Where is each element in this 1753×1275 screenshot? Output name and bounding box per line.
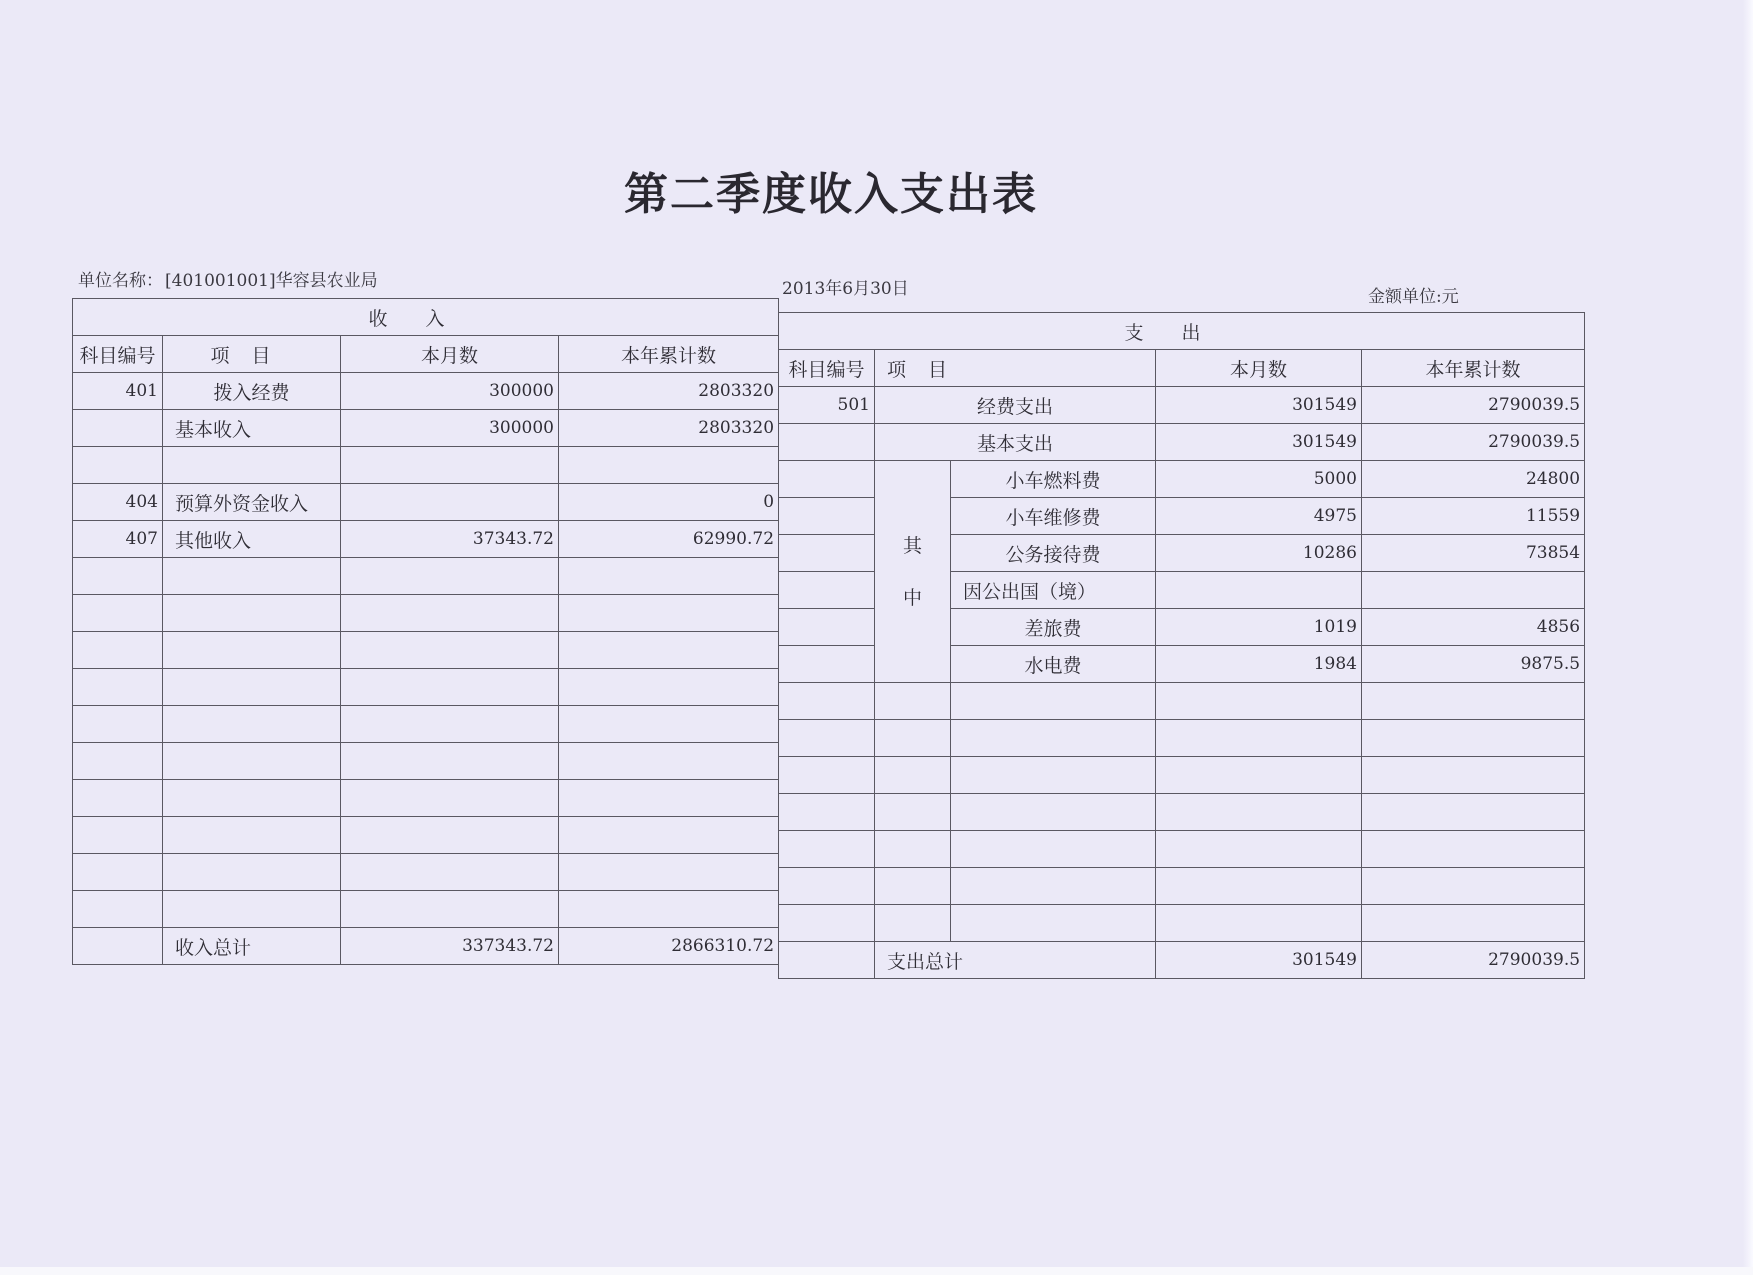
empty-row: [779, 757, 1585, 794]
table-row: [73, 484, 779, 521]
income-header-code: 科目编号: [73, 336, 163, 373]
income-total-year: 2866310.72: [559, 928, 779, 965]
income-item: [163, 447, 341, 484]
expense-month: 301549: [1156, 424, 1362, 461]
expense-sub-item: 因公出国（境）: [951, 572, 1156, 609]
expense-total-month: 301549: [1156, 942, 1362, 979]
expense-item: 经费支出: [875, 387, 1156, 424]
expense-total-label: 支出总计: [875, 942, 1156, 979]
expense-sub-item: 公务接待费: [951, 535, 1156, 572]
table-row: [779, 387, 1585, 424]
income-year: 0: [559, 484, 779, 521]
income-item: 预算外资金收入: [163, 484, 341, 521]
income-code: 404: [73, 484, 163, 521]
income-header-month: 本月数: [341, 336, 559, 373]
expense-sub-year: 24800: [1362, 461, 1585, 498]
expense-header-year: 本年累计数: [1362, 350, 1585, 387]
empty-row: [779, 868, 1585, 905]
empty-row: [73, 743, 779, 780]
empty-row: [779, 794, 1585, 831]
income-item: 拨入经费: [163, 373, 341, 410]
income-header-item: 项目: [163, 336, 341, 373]
expense-code: 501: [779, 387, 875, 424]
income-total-label: 收入总计: [163, 928, 341, 965]
expense-sub-item: 小车维修费: [951, 498, 1156, 535]
income-month: 300000: [341, 410, 559, 447]
table-row: [73, 410, 779, 447]
table-row: [73, 521, 779, 558]
empty-row: [73, 780, 779, 817]
empty-row: [73, 669, 779, 706]
income-total-row: [73, 928, 779, 965]
income-code: 401: [73, 373, 163, 410]
income-year: 2803320: [559, 373, 779, 410]
empty-row: [73, 632, 779, 669]
expense-header-item: 项目: [875, 350, 1156, 387]
unit-name: [401001001]华容县农业局: [165, 271, 378, 291]
empty-row: [73, 558, 779, 595]
income-header-year: 本年累计数: [559, 336, 779, 373]
currency-unit: 金额单位:元: [1368, 287, 1459, 307]
empty-row: [73, 595, 779, 632]
table-row: [779, 461, 1585, 498]
income-total-month: 337343.72: [341, 928, 559, 965]
expense-sub-month: 1984: [1156, 646, 1362, 683]
income-item: 基本收入: [163, 410, 341, 447]
expense-header-code: 科目编号: [779, 350, 875, 387]
income-code: 407: [73, 521, 163, 558]
empty-row: [779, 831, 1585, 868]
page-edge: [1743, 0, 1753, 1275]
expense-sub-year: 4856: [1362, 609, 1585, 646]
expense-sub-item: 水电费: [951, 646, 1156, 683]
expense-total-year: 2790039.5: [1362, 942, 1585, 979]
report-title: 第二季度收入支出表: [624, 169, 1038, 220]
expense-total-row: [779, 942, 1585, 979]
expense-sub-year: 9875.5: [1362, 646, 1585, 683]
income-year: [559, 447, 779, 484]
income-code: [73, 410, 163, 447]
expense-sub-month: [1156, 572, 1362, 609]
income-year: 62990.72: [559, 521, 779, 558]
expense-sub-item: 小车燃料费: [951, 461, 1156, 498]
unit-label: 单位名称：: [78, 271, 163, 291]
unit-line: [78, 266, 378, 291]
table-row: [73, 373, 779, 410]
income-table: [72, 298, 779, 965]
empty-row: [779, 720, 1585, 757]
table-row: [73, 447, 779, 484]
expense-header-month: 本月数: [1156, 350, 1362, 387]
report-date: 2013年6月30日: [782, 279, 909, 299]
expense-sub-month: 4975: [1156, 498, 1362, 535]
expense-sub-month: 10286: [1156, 535, 1362, 572]
empty-row: [73, 891, 779, 928]
expense-table: [778, 312, 1585, 979]
expense-sub-month: 5000: [1156, 461, 1362, 498]
empty-row: [73, 817, 779, 854]
income-month: 37343.72: [341, 521, 559, 558]
qizhong-label: 其 中: [875, 461, 951, 683]
expense-item: 基本支出: [875, 424, 1156, 461]
income-month: 300000: [341, 373, 559, 410]
income-item: 其他收入: [163, 521, 341, 558]
empty-row: [73, 706, 779, 743]
expense-code: [779, 424, 875, 461]
page-bottom-edge: [0, 1267, 1753, 1275]
expense-sub-item: 差旅费: [951, 609, 1156, 646]
expense-sub-year: 73854: [1362, 535, 1585, 572]
expense-year: 2790039.5: [1362, 424, 1585, 461]
expense-sub-year: 11559: [1362, 498, 1585, 535]
expense-sub-month: 1019: [1156, 609, 1362, 646]
expense-sub-year: [1362, 572, 1585, 609]
empty-row: [73, 854, 779, 891]
income-section-header: 收入: [73, 299, 779, 336]
expense-year: 2790039.5: [1362, 387, 1585, 424]
expense-section-header: 支出: [779, 313, 1585, 350]
empty-row: [779, 905, 1585, 942]
empty-row: [779, 683, 1585, 720]
income-month: [341, 447, 559, 484]
income-code: [73, 447, 163, 484]
table-row: [779, 424, 1585, 461]
income-year: 2803320: [559, 410, 779, 447]
expense-month: 301549: [1156, 387, 1362, 424]
income-month: [341, 484, 559, 521]
